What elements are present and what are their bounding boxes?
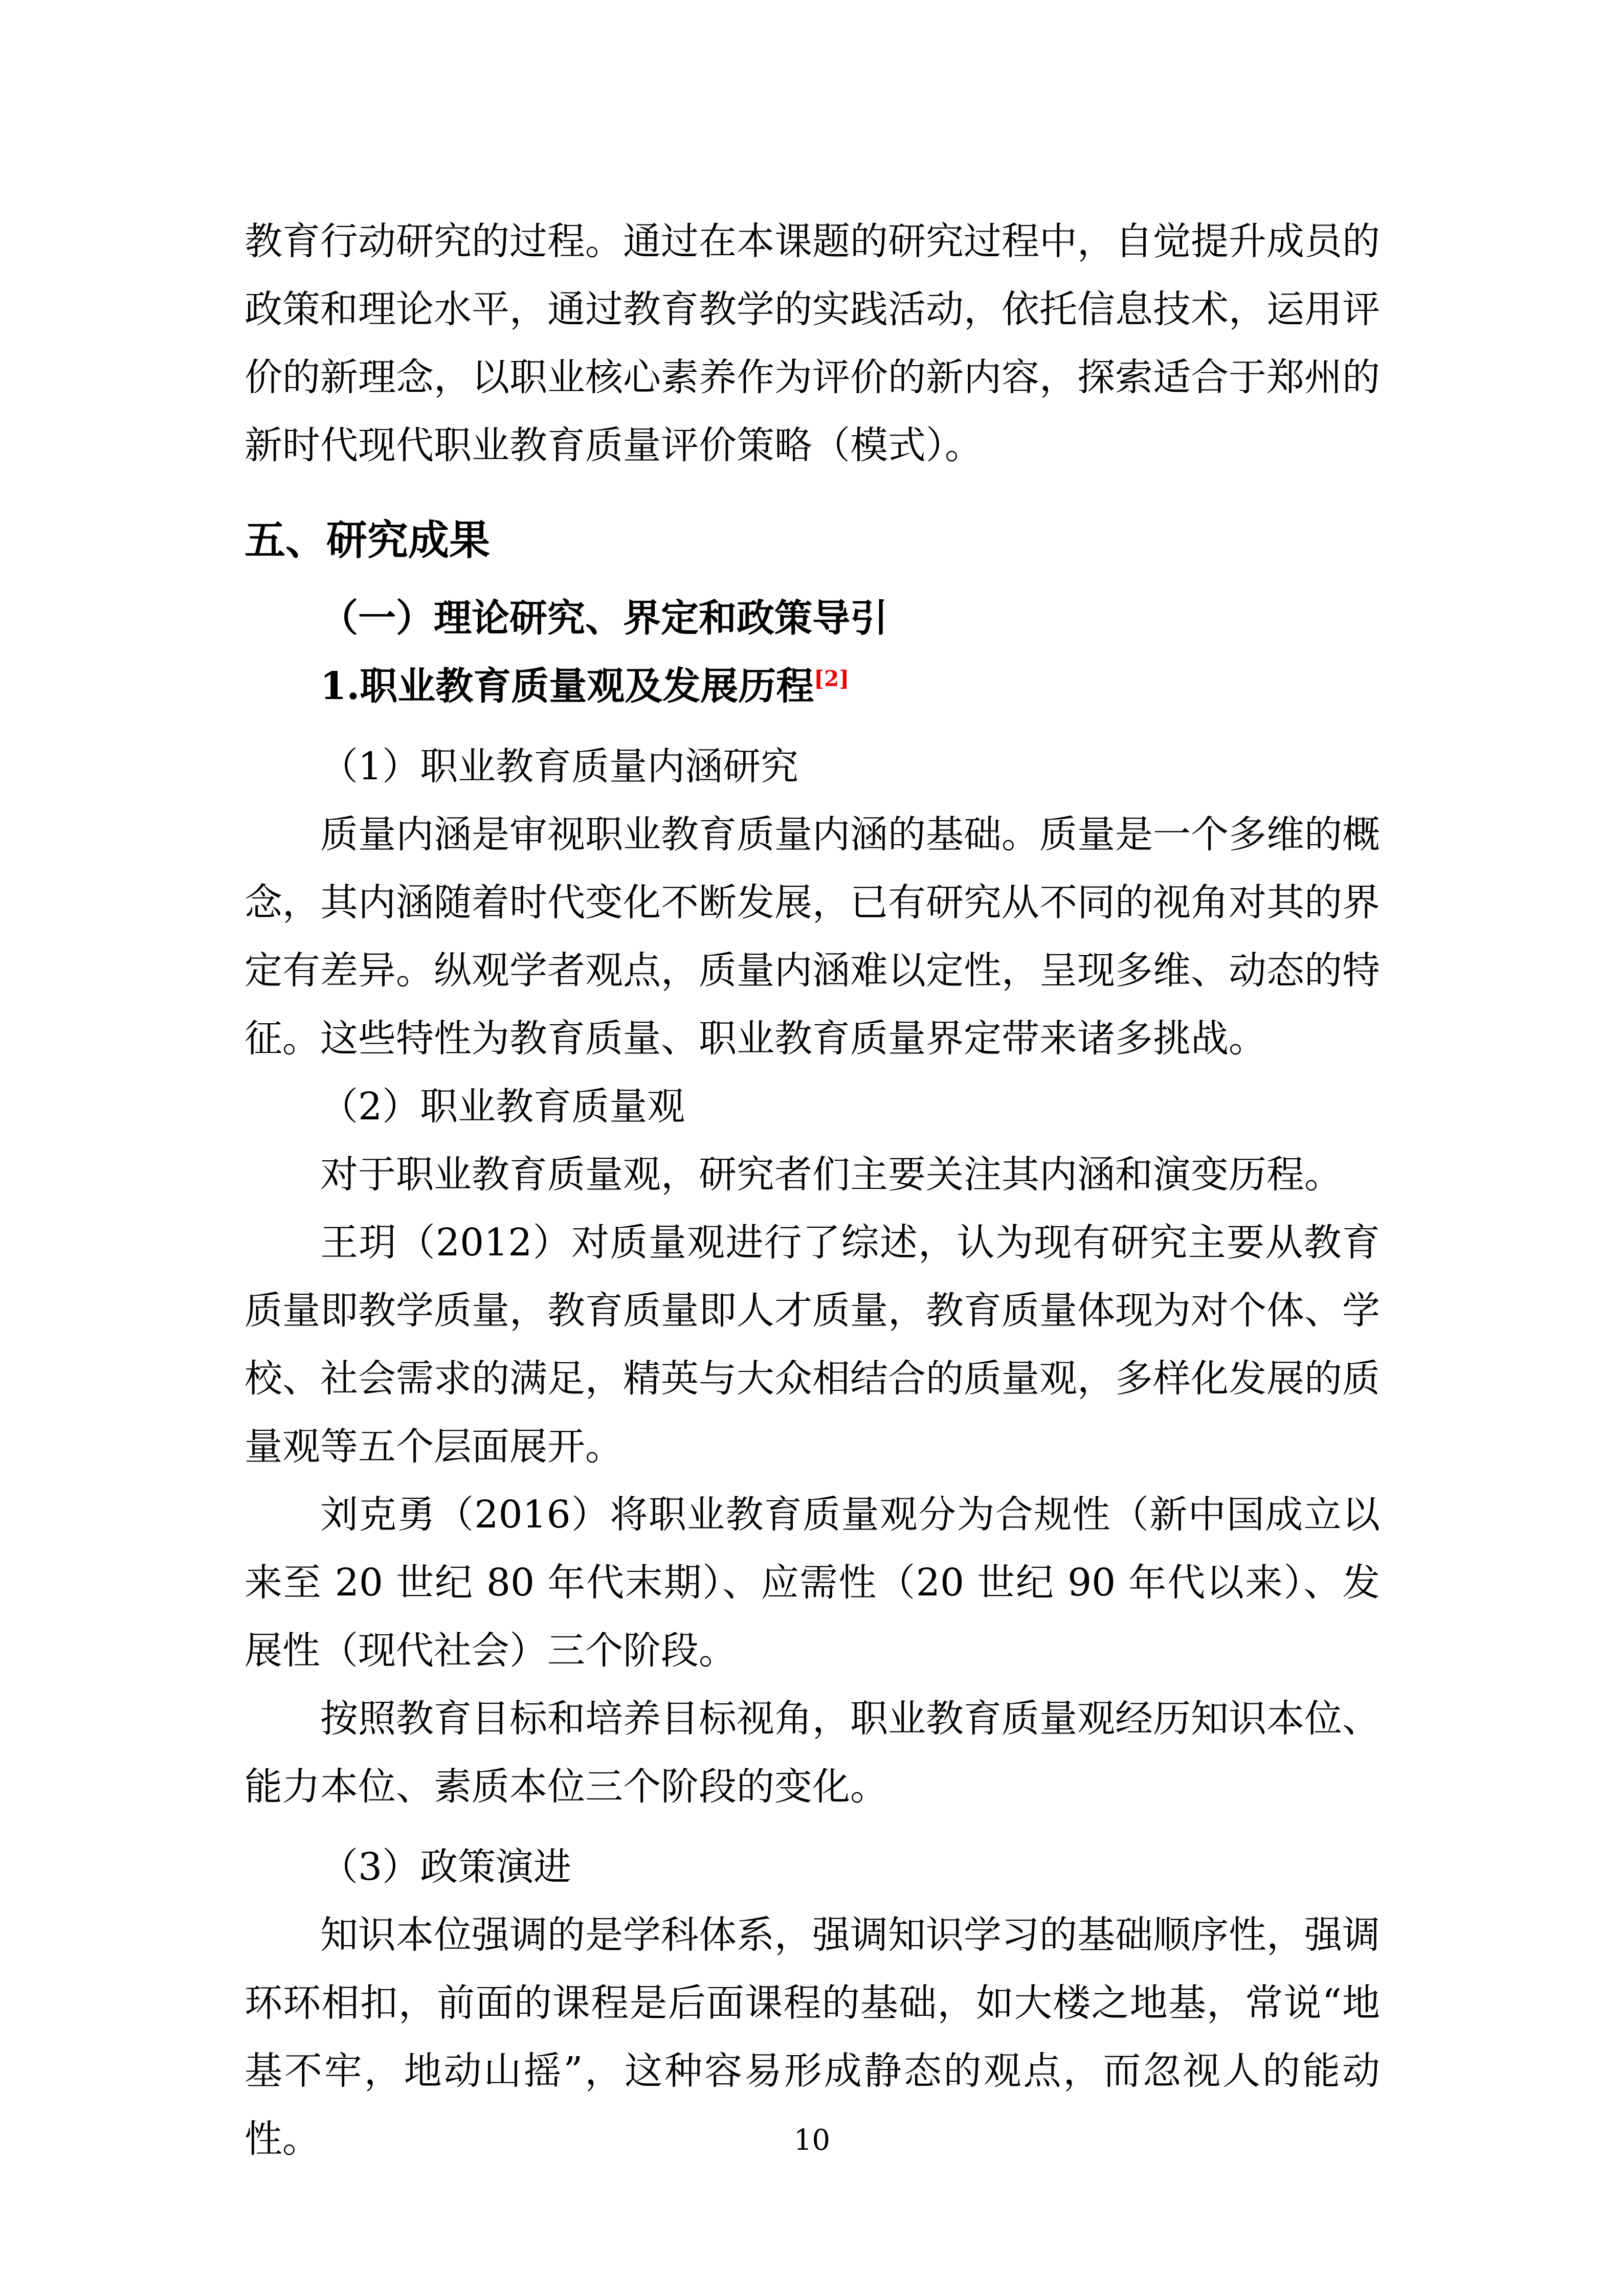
item-3-heading: （3）政策演进 — [320, 1845, 572, 1889]
page-number: 10 — [793, 2124, 831, 2157]
item-1-heading: （1）职业教育质量内涵研究 — [320, 745, 799, 789]
subsection-heading-theory-research: （一）理论研究、界定和政策导引 — [320, 596, 888, 640]
paragraph-liukeyong-2016: 刘克勇（2016）将职业教育质量观分为合规性（新中国成立以来至 20 世纪 80 年代末期）、应需性（20 世纪 90 年代以来）、发展性（现代社会）三个阶段。 — [244, 1493, 1380, 1673]
paragraph-intro-continuation: 教育行动研究的过程。通过在本课题的研究过程中，自觉提升成员的政策和理论水平，通过教育教学的实践活动，依托信息技术，运用评价的新理念，以职业核心素养作为评价的新内容，探索适合于郑州的新时代现代职业教育质量评价策略（模式）。 — [244, 219, 1380, 467]
paragraph-quality-connotation: 质量内涵是审视职业教育质量内涵的基础。质量是一个多维的概念，其内涵随着时代变化不断发展，已有研究从不同的视角对其的界定有差异。纵观学者观点，质量内涵难以定性，呈现多维、动态的特征。这些特性为教育质量、职业教育质量界定带来诸多挑战。 — [244, 813, 1380, 1061]
paragraph-knowledge-based: 知识本位强调的是学科体系，强调知识学习的基础顺序性，强调环环相扣，前面的课程是后面课程的基础，如大楼之地基，常说“地基不牢，地动山摇”，这种容易形成静态的观点，而忽视人的能动性。 — [244, 1913, 1380, 2161]
section-heading-research-results: 五、研究成果 — [244, 516, 490, 564]
footnote-reference-2: [2] — [814, 666, 850, 691]
paragraph-three-stages: 按照教育目标和培养目标视角，职业教育质量观经历知识本位、能力本位、素质本位三个阶段的变化。 — [244, 1697, 1380, 1809]
topic-heading-quality-view — [244, 652, 1380, 721]
paragraph-wangyue-2012: 王玥（2012）对质量观进行了综述，认为现有研究主要从教育质量即教学质量，教育质量即人才质量，教育质量体现为对个体、学校、社会需求的满足，精英与大众相结合的质量观，多样化发展的质量观等五个层面展开。 — [244, 1221, 1380, 1469]
topic-heading-text: 1.职业教育质量观及发展历程 — [320, 664, 814, 708]
item-2-heading: （2）职业教育质量观 — [320, 1085, 685, 1129]
paragraph-quality-view-focus: 对于职业教育质量观，研究者们主要关注其内涵和演变历程。 — [320, 1153, 1342, 1197]
